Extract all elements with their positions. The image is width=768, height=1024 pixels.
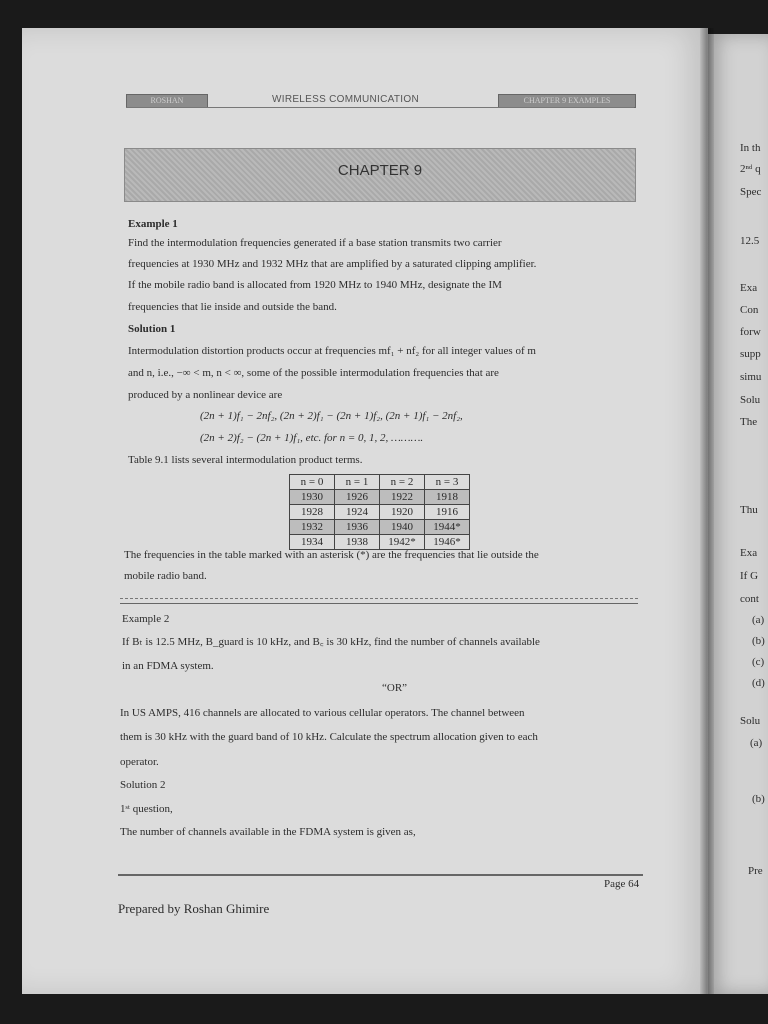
table-row <box>290 490 470 505</box>
table-cell: 1946* <box>425 535 470 550</box>
table-cell: 1932 <box>290 520 335 535</box>
intermodulation-table <box>289 474 470 550</box>
book-gutter <box>700 28 714 994</box>
table-cell: 1916 <box>425 505 470 520</box>
or-separator: “OR” <box>382 682 408 694</box>
right-page-text: (b) <box>752 635 765 647</box>
table-row <box>290 520 470 535</box>
right-page-text: (d) <box>752 677 765 689</box>
chapter-title: CHAPTER 9 <box>337 162 423 179</box>
right-page-text: Spec <box>740 186 762 198</box>
page-number: Page 64 <box>604 878 640 890</box>
table-header-cell: n = 1 <box>335 475 380 490</box>
right-page-text: simu <box>740 371 762 383</box>
right-page <box>708 34 768 994</box>
after-table-line: mobile radio band. <box>124 570 207 582</box>
section-divider <box>120 603 638 604</box>
solution1-line: Intermodulation distortion products occur at frequencies mf₁ + nf₂ for all integer values of m <box>128 345 536 357</box>
header-right-box: CHAPTER 9 EXAMPLES <box>498 94 636 108</box>
table-cell: 1926 <box>335 490 380 505</box>
solution2-question: 1ˢᵗ question, <box>120 803 173 815</box>
solution2-heading: Solution 2 <box>120 779 166 791</box>
example2-heading: Example 2 <box>122 613 170 625</box>
example2-line: If Bₜ is 12.5 MHz, B_guard is 10 kHz, and B꜀ is 30 kHz, find the number of channels available <box>122 636 540 648</box>
footer-author: Prepared by Roshan Ghimire <box>118 901 270 916</box>
example2-line: operator. <box>120 756 159 768</box>
table-cell: 1944* <box>425 520 470 535</box>
example1-line: frequencies at 1930 MHz and 1932 MHz that are amplified by a saturated clipping amplifier. <box>128 258 537 270</box>
table-cell: 1924 <box>335 505 380 520</box>
right-page-text: (a) <box>752 614 765 626</box>
right-page-text: Pre <box>748 865 763 877</box>
table-header-cell: n = 3 <box>425 475 470 490</box>
table-cell: 1934 <box>290 535 335 550</box>
table-row <box>290 505 470 520</box>
right-page-text: Solu <box>740 715 761 727</box>
right-page-text: 2ⁿᵈ q <box>740 163 761 175</box>
example1-line: If the mobile radio band is allocated from 1920 MHz to 1940 MHz, designate the IM <box>128 279 502 291</box>
example1-heading: Example 1 <box>128 218 178 230</box>
table-caption: Table 9.1 lists several intermodulation product terms. <box>128 454 363 466</box>
example2-line: them is 30 kHz with the guard band of 10 kHz. Calculate the spectrum allocation given to each <box>120 731 538 743</box>
example1-line: Find the intermodulation frequencies generated if a base station transmits two carrier <box>128 237 502 249</box>
right-page-text: Exa <box>740 547 758 559</box>
solution1-line: produced by a nonlinear device are <box>128 389 283 401</box>
table-header-cell: n = 2 <box>380 475 425 490</box>
table-header-cell: n = 0 <box>290 475 335 490</box>
right-page-text: Con <box>740 304 759 316</box>
right-page-text: If G <box>740 570 759 582</box>
table-header-row <box>290 475 470 490</box>
table-cell: 1936 <box>335 520 380 535</box>
equation-line-2: (2n + 2)f₂ − (2n + 1)f₁, etc. for n = 0, 1, 2, ………. <box>200 432 424 444</box>
table-cell: 1920 <box>380 505 425 520</box>
solution1-line: and n, i.e., −∞ < m, n < ∞, some of the possible intermodulation frequencies that are <box>128 367 499 379</box>
equation-line-1: (2n + 1)f₁ − 2nf₂, (2n + 2)f₁ − (2n + 1)f₂, (2n + 1)f₁ − 2nf₂, <box>200 410 463 422</box>
table-cell: 1918 <box>425 490 470 505</box>
right-page-text: In th <box>740 142 761 154</box>
right-page-text: (c) <box>752 656 765 668</box>
right-page-text: (a) <box>750 737 763 749</box>
table-cell: 1922 <box>380 490 425 505</box>
solution2-line: The number of channels available in the FDMA system is given as, <box>120 826 416 838</box>
running-header <box>126 94 634 108</box>
right-page-text: cont <box>740 593 759 605</box>
section-divider <box>120 598 638 599</box>
right-page-text: Solu <box>740 394 761 406</box>
table-cell: 1928 <box>290 505 335 520</box>
after-table-line: The frequencies in the table marked with an asterisk (*) are the frequencies that lie outside the <box>124 549 539 561</box>
example1-line: frequencies that lie inside and outside the band. <box>128 301 337 313</box>
right-page-text: supp <box>740 348 761 360</box>
right-page-text: The <box>740 416 758 428</box>
chapter-banner <box>124 148 636 202</box>
header-rule <box>126 107 634 108</box>
table-cell: 1942* <box>380 535 425 550</box>
right-page-text: Thu <box>740 504 758 516</box>
table-cell: 1930 <box>290 490 335 505</box>
example2-line: in an FDMA system. <box>122 660 214 672</box>
right-page-text: (b) <box>752 793 765 805</box>
right-page-text: Exa <box>740 282 758 294</box>
right-page-text: forw <box>740 326 761 338</box>
example2-line: In US AMPS, 416 channels are allocated to various cellular operators. The channel between <box>120 707 525 719</box>
table-cell: 1938 <box>335 535 380 550</box>
solution1-heading: Solution 1 <box>128 323 176 335</box>
header-title: WIRELESS COMMUNICATION <box>272 94 419 105</box>
header-left-box: ROSHAN <box>126 94 208 108</box>
footer-rule <box>118 874 643 876</box>
right-page-text: 12.5 <box>740 235 760 247</box>
table-cell: 1940 <box>380 520 425 535</box>
